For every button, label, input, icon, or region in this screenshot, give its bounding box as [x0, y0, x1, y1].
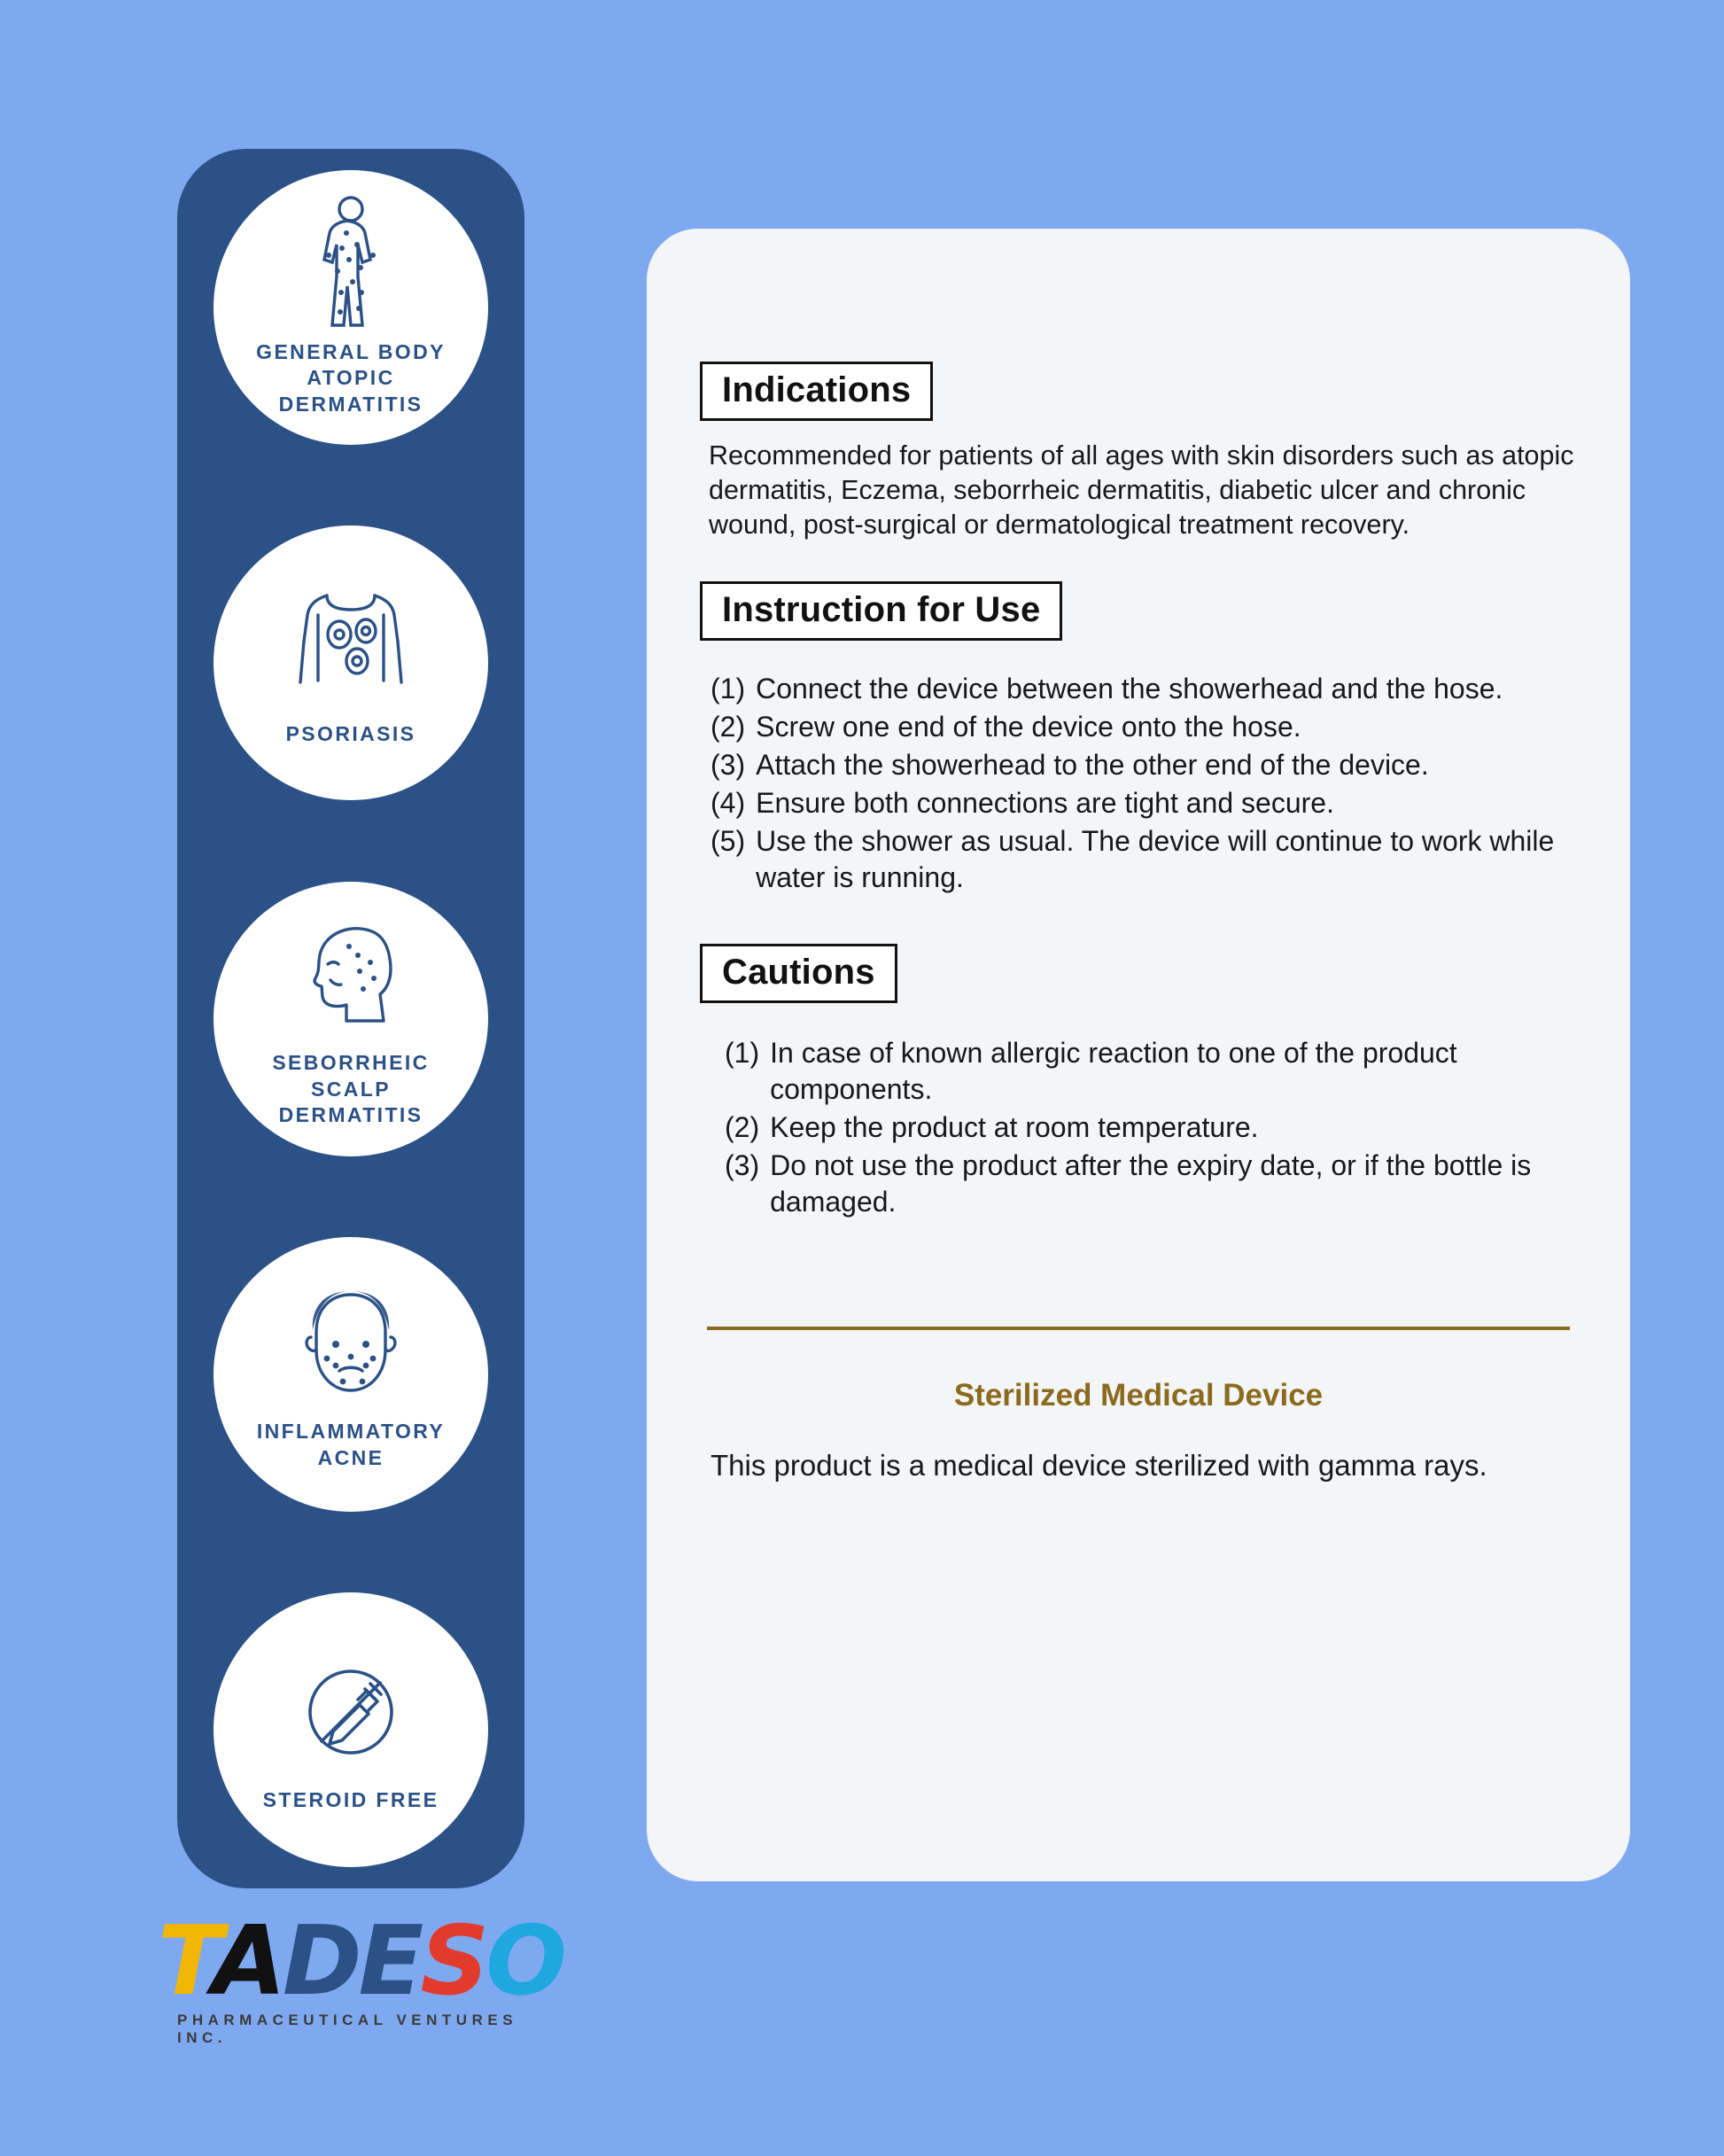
list-item-text: Attach the showerhead to the other end of the device. — [756, 749, 1429, 781]
logo-wordmark — [158, 1906, 574, 2017]
cautions-heading: Cautions — [700, 944, 897, 1003]
list-item-text: Use the shower as usual. The device will continue to work while water is running. — [756, 824, 1555, 893]
logo-letters-de: DE — [282, 1906, 421, 2017]
rail-item-seborrheic-scalp-dermatitis[interactable] — [214, 882, 488, 1156]
list-item — [711, 709, 1577, 745]
logo-letter-t: T — [158, 1906, 213, 2017]
list-item-text: Do not use the product after the expiry date, or if the bottle is damaged. — [770, 1148, 1532, 1218]
list-item-number: (3) — [725, 1148, 760, 1181]
instructions-list — [711, 671, 1577, 896]
list-item — [711, 747, 1577, 783]
rail-item-label: SEBORRHEIC SCALP DERMATITIS — [272, 1051, 430, 1127]
rail-item-steroid-free[interactable] — [214, 1592, 488, 1867]
list-item-number: (1) — [725, 1036, 760, 1069]
rail-item-label: PSORIASIS — [285, 721, 416, 745]
cautions-list — [725, 1035, 1577, 1220]
instructions-heading: Instruction for Use — [700, 581, 1062, 641]
list-item — [725, 1148, 1577, 1220]
list-item-text: Connect the device between the showerhead and the hose. — [756, 673, 1503, 705]
list-item — [711, 823, 1577, 896]
torso-psoriasis-icon — [284, 580, 417, 712]
rail-item-psoriasis[interactable] — [214, 525, 488, 800]
list-item-text: Screw one end of the device onto the hose. — [756, 711, 1301, 743]
list-item-text: Ensure both connections are tight and secure. — [756, 786, 1334, 819]
list-item — [725, 1035, 1577, 1108]
list-item-number: (5) — [711, 824, 746, 857]
face-acne-icon — [284, 1277, 417, 1410]
info-card — [647, 229, 1630, 1881]
sterilized-device-title: Sterilized Medical Device — [953, 1377, 1324, 1413]
rail-item-general-body-atopic-dermatitis[interactable] — [214, 170, 488, 445]
logo-letter-o: O — [485, 1906, 563, 2017]
list-item — [725, 1109, 1577, 1146]
list-item-text: In case of known allergic reaction to one of the product components. — [770, 1036, 1457, 1105]
rail-item-label: INFLAMMATORY ACNE — [256, 1420, 446, 1469]
divider — [707, 1327, 1570, 1330]
tadeso-logo — [158, 1906, 574, 2047]
logo-letter-s: S — [420, 1906, 486, 2017]
indications-text: Recommended for patients of all ages with skin disorders such as atopic dermatitis, Eczema, seborrheic dermatitis, diabetic ulcer and chronic wound, post-surgical or dermatological treatment recovery. — [709, 440, 1574, 541]
list-item — [711, 785, 1577, 821]
list-item-text: Keep the product at room temperature. — [770, 1110, 1259, 1143]
body-dermatitis-icon — [302, 198, 400, 331]
condition-icon-rail — [177, 149, 524, 1888]
list-item-number: (2) — [711, 711, 746, 743]
list-item-number: (1) — [711, 673, 746, 705]
rail-item-inflammatory-acne[interactable] — [214, 1237, 488, 1512]
rail-item-label: GENERAL BODY ATOPIC DERMATITIS — [256, 339, 446, 416]
no-steroid-icon — [289, 1646, 413, 1779]
list-item-number: (3) — [711, 749, 746, 781]
logo-tagline: PHARMACEUTICAL VENTURES INC. — [177, 2012, 518, 2046]
indications-heading: Indications — [700, 362, 933, 421]
head-scalp-icon — [289, 908, 413, 1041]
list-item-number: (2) — [725, 1110, 760, 1143]
list-item-number: (4) — [711, 786, 746, 819]
rail-item-label: STEROID FREE — [262, 1788, 439, 1812]
logo-letter-a: A — [212, 1906, 283, 2017]
list-item — [711, 671, 1577, 707]
sterilized-device-text: This product is a medical device sterilized with gamma rays. — [711, 1448, 1487, 1482]
